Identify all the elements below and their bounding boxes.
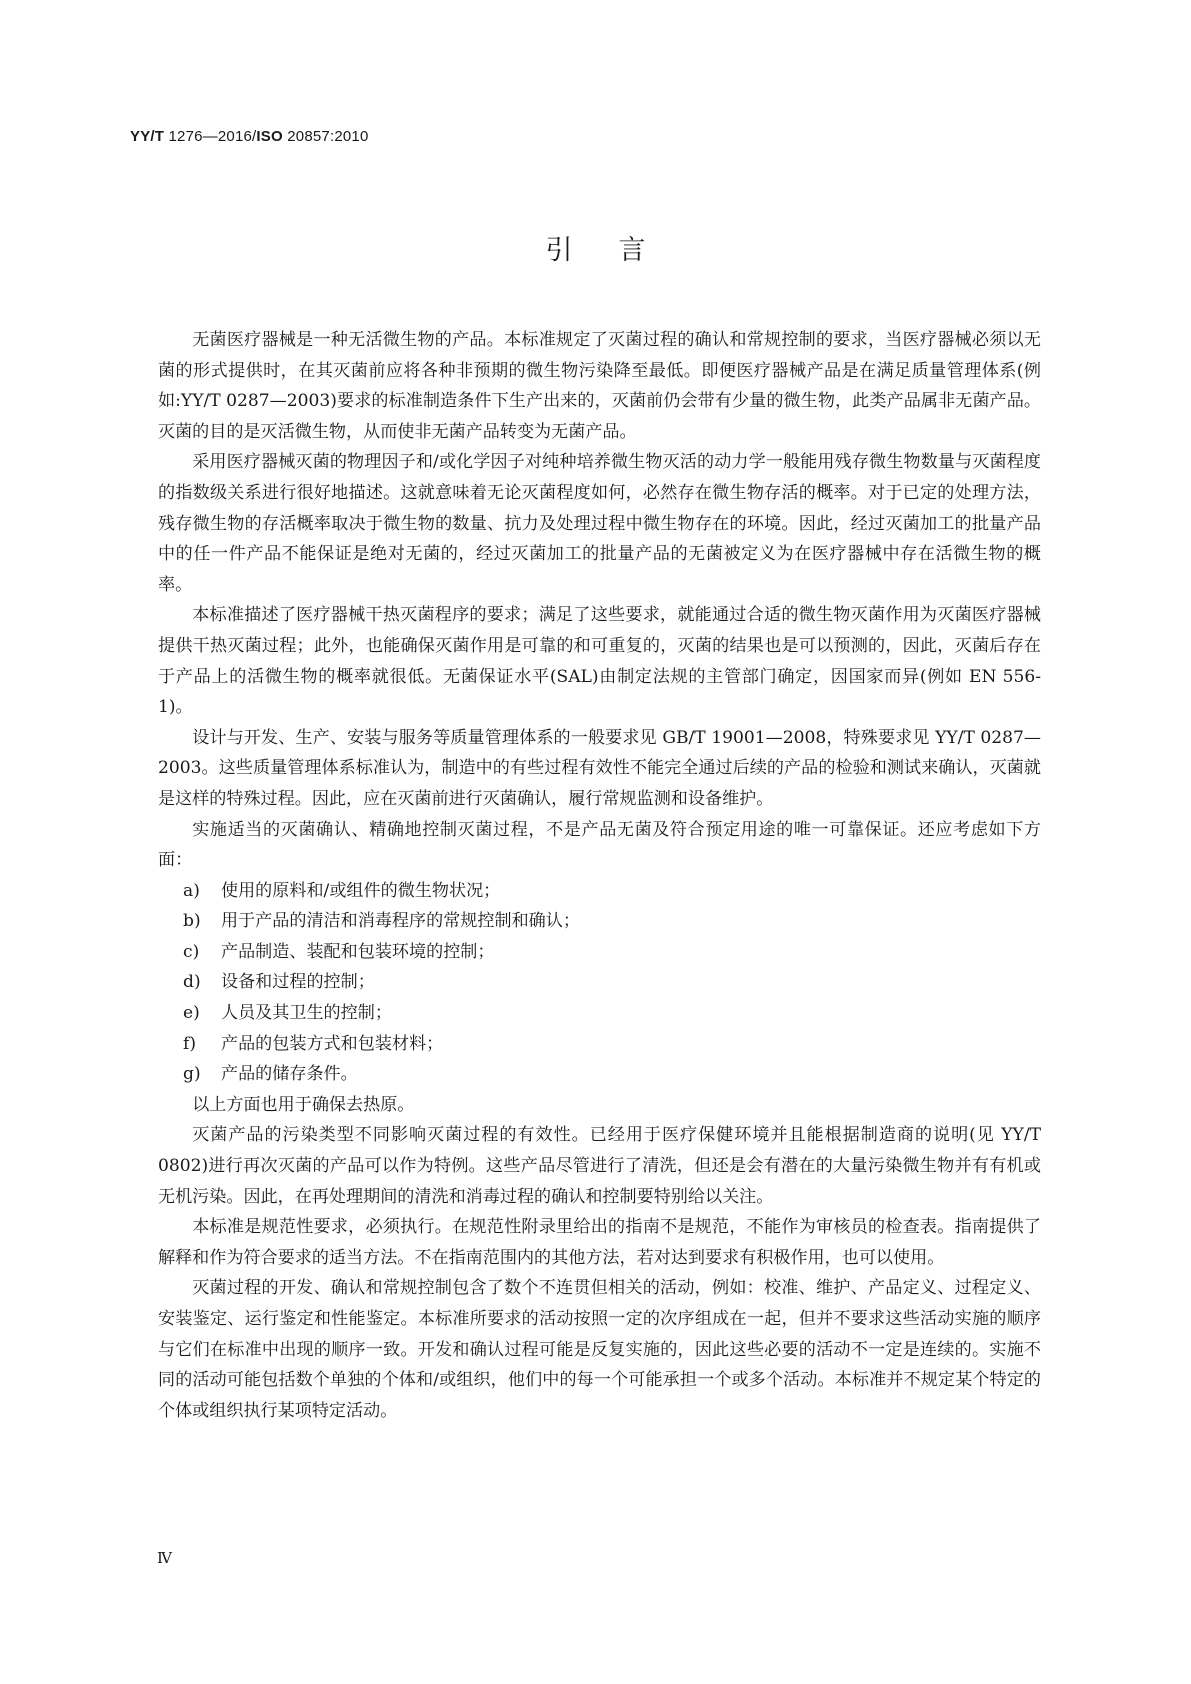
standard-number: 1276—2016/ (168, 128, 257, 145)
list-item (158, 876, 1041, 907)
paragraph: 以上方面也用于确保去热原。 (192, 1094, 415, 1115)
paragraph: 无菌医疗器械是一种无活微生物的产品。本标准规定了灭菌过程的确认和常规控制的要求，当医疗器械必须以无菌的形式提供时，在其灭菌前应将各种非预期的微生物污染降至最低。即便医疗器械产品是在满足质量管理体系(例如:YY/T 0287—2003)要求的标准制造条件下生产出来的，灭菌前仍会带有少量的微生物，此类产品属非无菌产品。灭菌的目的是灭活微生物，从而使非无菌产品转变为无菌产品。 (158, 330, 1041, 442)
list-marker: g) (183, 1064, 201, 1085)
list-marker: f) (183, 1033, 196, 1054)
list-item-text: 产品制造、装配和包装环境的控制； (221, 941, 495, 962)
list-item (158, 967, 1041, 998)
document-body (158, 325, 1041, 1426)
list-item (158, 1059, 1041, 1090)
list-marker: b) (183, 911, 201, 932)
paragraph: 实施适当的灭菌确认、精确地控制灭菌过程，不是产品无菌及符合预定用途的唯一可靠保证。还应考虑如下方面： (158, 819, 1041, 871)
page-number: Ⅳ (157, 1549, 172, 1567)
list-item-text: 人员及其卫生的控制； (221, 1003, 392, 1024)
list-item-text: 产品的包装方式和包装材料； (221, 1033, 444, 1054)
paragraph: 本标准描述了医疗器械干热灭菌程序的要求；满足了这些要求，就能通过合适的微生物灭菌作用为灭菌医疗器械提供干热灭菌过程；此外，也能确保灭菌作用是可靠的和可重复的，灭菌的结果也是可以预测的，因此，灭菌后存在于产品上的活微生物的概率就很低。无菌保证水平(SAL)由制定法规的主管部门确定，因国家而异(例如 EN 556-1)。 (158, 605, 1041, 718)
standard-prefix: YY/T (130, 128, 165, 145)
standard-header (130, 128, 369, 145)
list-item-text: 使用的原料和/或组件的微生物状况； (221, 880, 501, 901)
list-item-text: 产品的储存条件。 (221, 1064, 358, 1085)
paragraph: 灭菌产品的污染类型不同影响灭菌过程的有效性。已经用于医疗保健环境并且能根据制造商的说明(见 YY/T 0802)进行再次灭菌的产品可以作为特例。这些产品尽管进行了清洗，但还是会有潜在的大量污染微生物并有有机或无机污染。因此，在再处理期间的清洗和消毒过程的确认和控制要特别给以关注。 (158, 1125, 1041, 1207)
considerations-list (158, 876, 1041, 1090)
list-item-text: 用于产品的清洁和消毒程序的常规控制和确认； (221, 911, 580, 932)
iso-prefix: ISO (256, 128, 283, 145)
paragraph: 设计与开发、生产、安装与服务等质量管理体系的一般要求见 GB/T 19001—2008，特殊要求见 YY/T 0287—2003。这些质量管理体系标准认为，制造中的有些过程有效性不能完全通过后续的产品的检验和测试来确认，灭菌就是这样的特殊过程。因此，应在灭菌前进行灭菌确认，履行常规监测和设备维护。 (158, 727, 1041, 809)
list-item (158, 906, 1041, 937)
list-marker: e) (183, 1003, 200, 1024)
list-marker: d) (183, 972, 201, 993)
page-title: 引言 (545, 235, 692, 266)
paragraph: 灭菌过程的开发、确认和常规控制包含了数个不连贯但相关的活动，例如：校准、维护、产品定义、过程定义、安装鉴定、运行鉴定和性能鉴定。本标准所要求的活动按照一定的次序组成在一起，但并不要求这些活动实施的顺序与它们在标准中出现的顺序一致。开发和确认过程可能是反复实施的，因此这些必要的活动不一定是连续的。实施不同的活动可能包括数个单独的个体和/或组织，他们中的每一个可能承担一个或多个活动。本标准并不规定某个特定的个体或组织执行某项特定活动。 (158, 1278, 1041, 1421)
paragraph: 本标准是规范性要求，必须执行。在规范性附录里给出的指南不是规范，不能作为审核员的检查表。指南提供了解释和作为符合要求的适当方法。不在指南范围内的其他方法，若对达到要求有积极作用，也可以使用。 (158, 1217, 1041, 1268)
list-item (158, 937, 1041, 968)
list-item (158, 998, 1041, 1029)
paragraph: 采用医疗器械灭菌的物理因子和/或化学因子对纯种培养微生物灭活的动力学一般能用残存微生物数量与灭菌程度的指数级关系进行很好地描述。这就意味着无论灭菌程度如何，必然存在微生物存活的概率。对于已定的处理方法，残存微生物的存活概率取决于微生物的数量、抗力及处理过程中微生物存在的环境。因此，经过灭菌加工的批量产品中的任一件产品不能保证是绝对无菌的，经过灭菌加工的批量产品的无菌被定义为在医疗器械中存在活微生物的概率。 (158, 452, 1041, 595)
list-item-text: 设备和过程的控制； (221, 972, 375, 993)
list-item (158, 1029, 1041, 1060)
iso-number: 20857:2010 (287, 128, 369, 145)
list-marker: c) (183, 941, 200, 962)
list-marker: a) (183, 880, 200, 901)
